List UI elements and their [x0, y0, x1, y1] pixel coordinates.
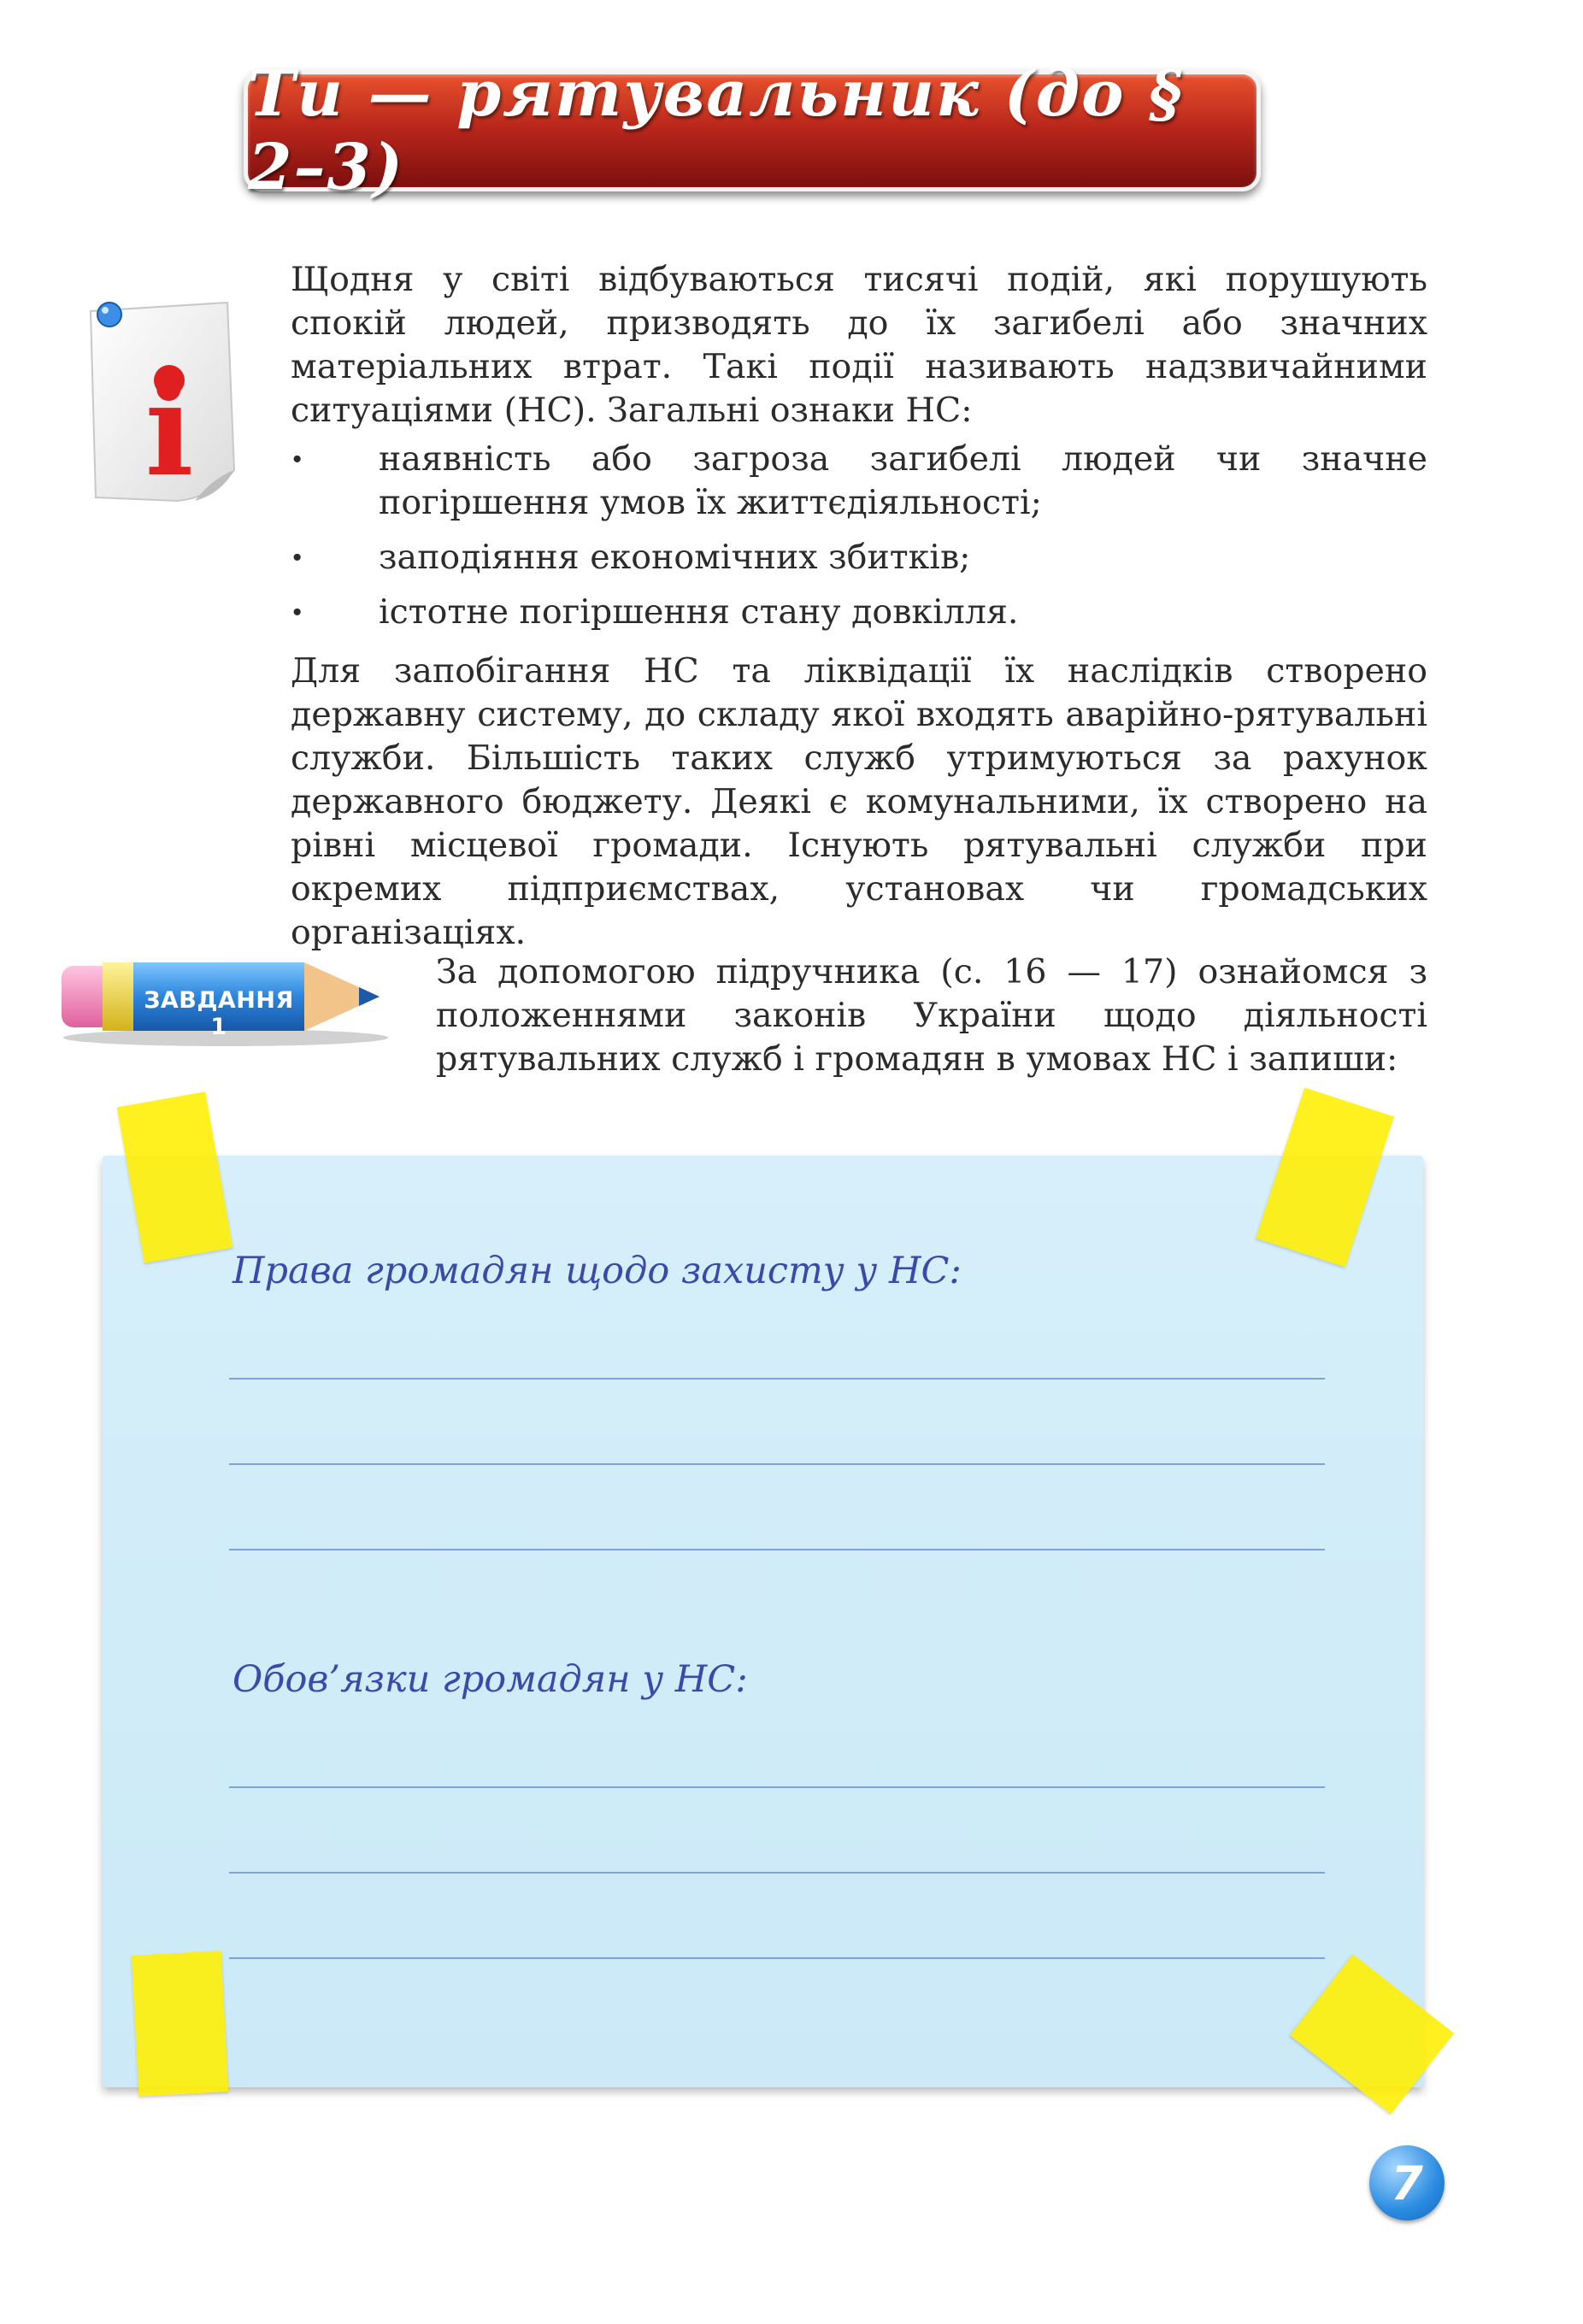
list-item: · заподіяння економічних збитків; — [291, 536, 1427, 580]
tape-bottom-left — [132, 1950, 228, 2096]
worksheet-card — [103, 1156, 1423, 2087]
answer-line[interactable] — [229, 1378, 1325, 1380]
answer-line[interactable] — [229, 1957, 1325, 1959]
task-label: ЗАВДАННЯ 1 — [144, 987, 294, 1040]
duties-heading: Обов’язки громадян у НС: — [232, 1658, 748, 1701]
task-text: За допомогою підручника (с. 16 — 17) ознайомся з положеннями законів України щодо діяльності рятувальних служб і громадян в умовах НС і запиши: — [436, 952, 1427, 1079]
title-banner — [244, 57, 1261, 204]
answer-line[interactable] — [229, 1786, 1325, 1788]
list-item: · істотне погіршення стану довкілля. — [291, 591, 1427, 634]
signs-list — [291, 438, 1427, 645]
info-letter: i — [144, 355, 194, 504]
answer-line[interactable] — [229, 1549, 1325, 1550]
answer-line[interactable] — [229, 1872, 1325, 1874]
intro-paragraph: Щодня у світі відбуваються тисячі подій, які порушують спокій людей, призводять до їх загибелі або значних матеріальних втрат. Такі події називають надзвичайними ситуаціями (НС). Загальні ознаки НС: — [291, 260, 1427, 430]
page-number: 7 — [1369, 2145, 1445, 2221]
services-paragraph: Для запобігання НС та ліквідації їх наслідків створено державну систему, до складу якої входять аварійно-рятувальні служби. Більшість таких служб утримуються за рахунок державного бюджету. Деякі є комунальними, їх створено на рівні місцевої громади. Існують рятувальні служби при окремих підприємствах, установах чи громадських організаціях. — [291, 651, 1427, 952]
page-title: Ти — рятувальник (до § 2–3) — [248, 57, 1184, 204]
rights-heading: Права громадян щодо захисту у НС: — [232, 1250, 962, 1292]
info-note-icon — [84, 299, 238, 504]
answer-line[interactable] — [229, 1463, 1325, 1465]
list-item: · наявність або загроза загибелі людей чи значне погіршення умов їх життєдіяльності; — [291, 438, 1427, 525]
